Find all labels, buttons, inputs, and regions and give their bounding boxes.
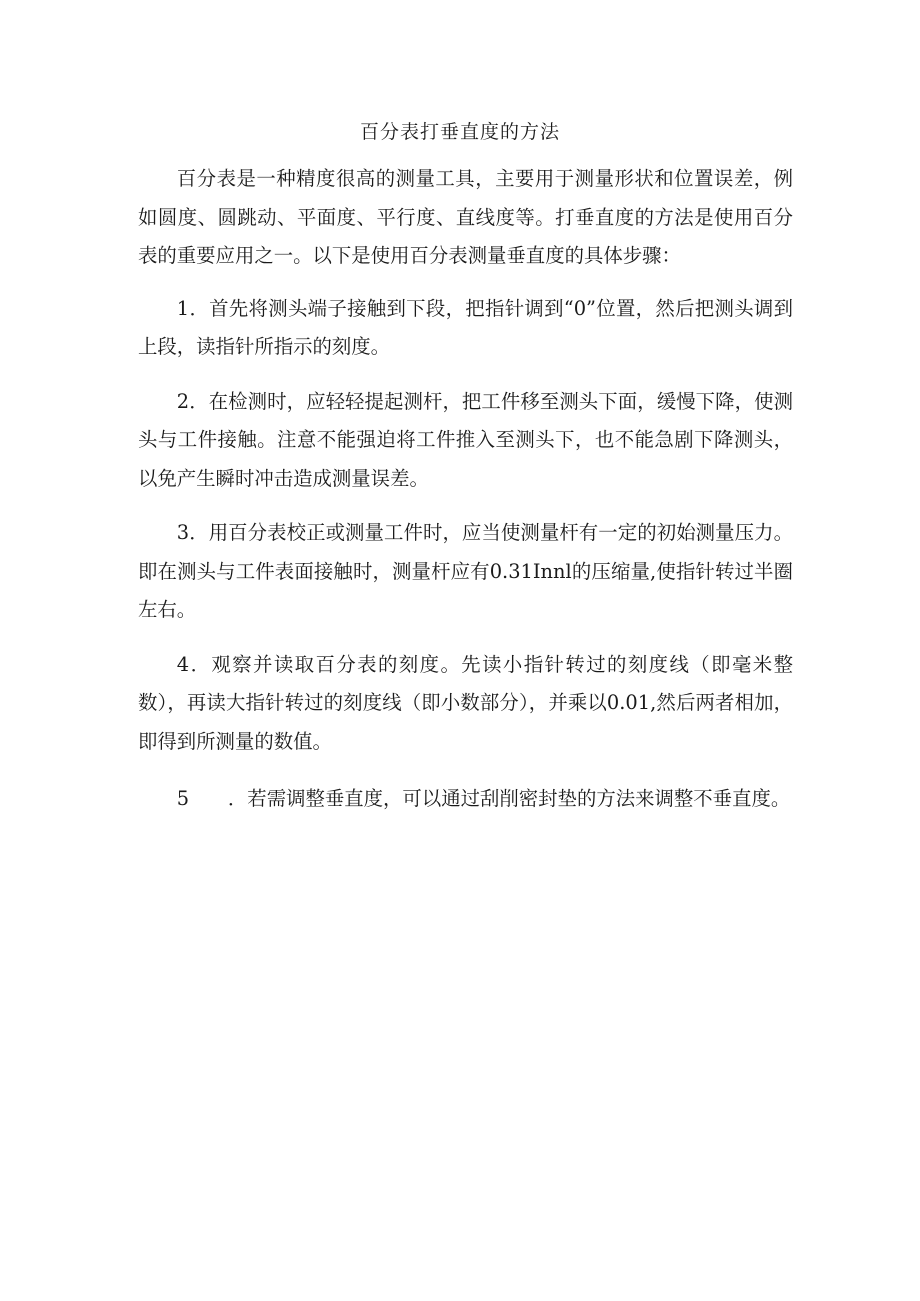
intro-paragraph: 百分表是一种精度很高的测量工具，主要用于测量形状和位置误差，例如圆度、圆跳动、平面度、平行度、直线度等。打垂直度的方法是使用百分表的重要应用之一。以下是使用百分表测量垂直度的具体步骤： <box>138 167 793 267</box>
document-body <box>138 160 793 820</box>
step-5-paragraph: 5 ．若需调整垂直度，可以通过刮削密封垫的方法来调整不垂直度。 <box>176 787 791 810</box>
step-2-paragraph: 2．在检测时，应轻轻提起测杆，把工件移至测头下面，缓慢下降，使测头与工件接触。注意不能强迫将工件推入至测头下，也不能急剧下降测头，以免产生瞬时冲击造成测量误差。 <box>138 389 793 490</box>
step-3-paragraph: 3．用百分表校正或测量工件时，应当使测量杆有一定的初始测量压力。即在测头与工件表面接触时，测量杆应有0.31Innl的压缩量,使指针转过半圈左右。 <box>138 521 793 621</box>
document-title: 百分表打垂直度的方法 <box>359 121 560 143</box>
step-1-paragraph: 1．首先将测头端子接触到下段，把指针调到“0”位置，然后把测头调到上段，读指针所指示的刻度。 <box>138 296 793 358</box>
step-4-paragraph: 4．观察并读取百分表的刻度。先读小指针转过的刻度线（即毫米整数），再读大指针转过的刻度线（即小数部分），并乘以0.01,然后两者相加，即得到所测量的数值。 <box>138 652 793 753</box>
